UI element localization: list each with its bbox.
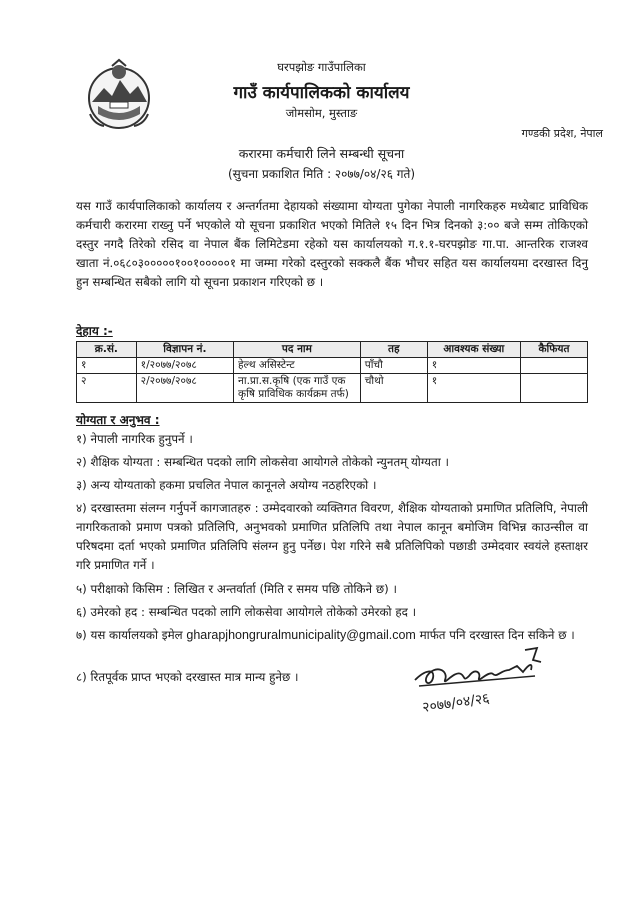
cell-post: ना.प्रा.स.कृषि (एक गाउँ एक कृषि प्राविधिक कार्यक्रम तर्फ) [234,374,361,403]
list-item: ६) उमेरको हद : सम्बन्धित पदको लागि लोकसेवा आयोगले तोकेको उमेरको हद । [76,605,417,619]
col-header-ad-no: विज्ञापन नं. [136,342,233,358]
list-item: १) नेपाली नागरिक हुनुपर्ने । [76,432,193,446]
email-prefix-text: ७) यस कार्यालयको इमेल [76,628,183,642]
list-item: ३) अन्य योग्यताको हकमा प्रचलित नेपाल कानूनले अयोग्य नठहरिएको । [76,478,377,492]
office-address: जोमसोम, मुस्ताङ [285,106,358,120]
list-item: ४) दरखास्तमा संलग्न गर्नुपर्ने कागजातहरु : उम्मेदवारको व्यक्तिगत विवरण, शैक्षिक योग्यताको प्रमाणित प्रतिलिपि, नेपाली नागरिकताको प्रमाण पत्रको प्रतिलिपि, अनुभवको प्रमाणित प्रतिलिपि तथा नेपाल कानून बमोजिम विभिन्न काउन्सील वा परिषदमा दर्ता भएको प्रमाणित प्रतिलिपि संलग्न हुनु पर्नेछ। पेश गरिने सबै प्रतिलिपिको पछाडी उम्मेदवार स्वयंले हस्ताक्षर गरि प्रमाणित गर्ने । [76,501,588,572]
cell-remarks [520,358,587,374]
list-item: २) शैक्षिक योग्यता : सम्बन्धित पदको लागि लोकसेवा आयोगले तोकेको न्युनतम् योग्यता । [76,455,450,469]
notice-title: करारमा कर्मचारी लिने सम्बन्धी सूचना [238,146,405,161]
col-header-remarks: कैफियत [520,342,587,358]
table-row [77,374,588,403]
col-header-count: आवश्यक संख्या [427,342,520,358]
table-row [77,358,588,374]
cell-level: पाँचौ [360,358,427,374]
signature-date: २०७७/०४/२६ [421,690,491,716]
schedule-label: देहाय :- [76,324,113,338]
col-header-sn: क्र.सं. [77,342,137,358]
qualifications-label: योग्यता र अनुभव : [76,413,160,427]
col-header-level: तह [360,342,427,358]
positions-table [76,341,588,403]
cell-post: हेल्थ असिस्टेन्ट [234,358,361,374]
list-item: ८) रितपूर्वक प्राप्त भएको दरखास्त मात्र मान्य हुनेछ । [76,670,299,684]
handwritten-signature [405,640,565,720]
cell-count: १ [427,358,520,374]
cell-remarks [520,374,587,403]
cell-sn: २ [77,374,137,403]
publish-date: (सुचना प्रकाशित मिति : २०७७/०४/२६ गते) [227,167,416,181]
cell-count: १ [427,374,520,403]
municipality-name: घरपझोङ गाउँपालिका [277,60,366,74]
col-header-post: पद नाम [234,342,361,358]
cell-ad-no: २/२०७७/२०७८ [136,374,233,403]
cell-sn: १ [77,358,137,374]
notice-body: यस गाउँ कार्यपालिकाको कार्यालय र अन्तर्गतमा देहायको संख्यामा योग्यता पुगेका नेपाली नागरिकहरु मध्येबाट प्राविधिक कर्मचारी करारमा राख्नु पर्ने भएकोले यो सूचना प्रकाशित भएको मितिले १५ दिन भित्र दिनको ३:०० बजे सम्म तोकिएको दस्तुर नगदै तिरेको रसिद वा नेपाल बैंक लिमिटेडमा रहेको यस कार्यालयको ग.१.१-घरपझोङ गा.पा. आन्तरिक राजश्व खाता नं.०६८०३०००००१००१०००००१ मा जम्मा गरेको दस्तुरको सक्कलै बैंक भौचर सहित यस कार्यालयमा दरखास्त दिनु हुन सम्बन्धित सबैको लागि यो सूचना प्रकाशन गरिएको छ । [76,199,588,289]
email-link[interactable]: gharapjhongruralmunicipality@gmail.com [186,628,416,642]
cell-level: चौथो [360,374,427,403]
cell-ad-no: १/२०७७/२०७८ [136,358,233,374]
province-label: गण्डकी प्रदेश, नेपाल [521,127,603,140]
office-name: गाउँ कार्यपालिकको कार्यालय [233,83,410,103]
list-item: ५) परीक्षाको किसिम : लिखित र अन्तर्वार्ता (मिति र समय पछि तोकिने छ) । [76,582,397,596]
table-header-row [77,342,588,358]
email-suffix-text: मार्फत पनि दरखास्त दिन सकिने छ । [419,628,575,642]
